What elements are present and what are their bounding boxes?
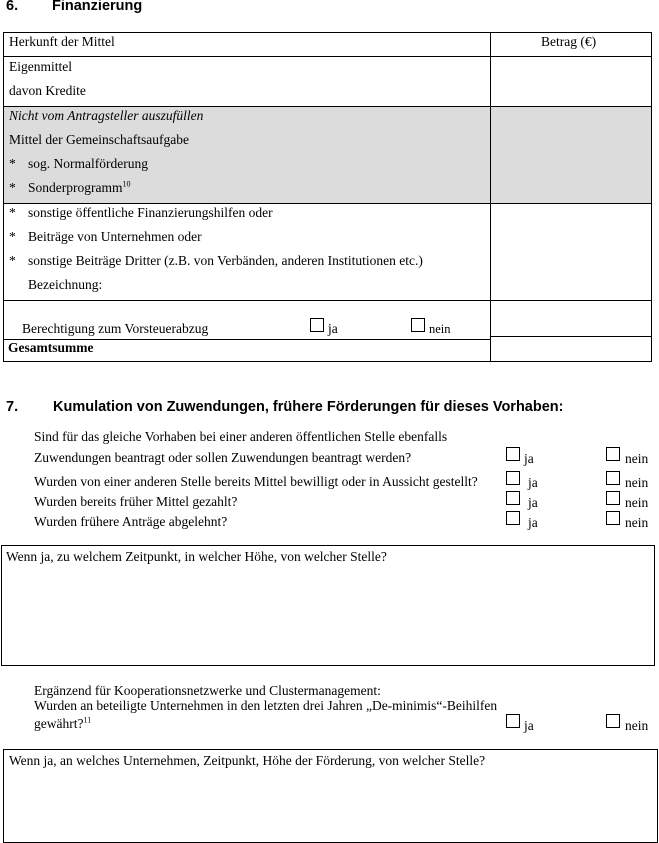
supplement-line3: gewährt?$^{11}$: [34, 715, 92, 731]
question-1-line2: Zuwendungen beantragt oder sollen Zuwendungen beantragt werden?: [34, 450, 412, 465]
special-program-label: Sonderprogramm$^{10}$: [28, 179, 131, 195]
loans-label: davon Kredite: [9, 83, 86, 98]
bullet: *: [9, 205, 16, 220]
total-label: Gesamtsumme: [8, 340, 94, 355]
deminimis-no-checkbox[interactable]: [606, 714, 620, 728]
shaded-area-right: [491, 107, 651, 203]
section-7-title: Kumulation von Zuwendungen, frühere Förderungen für dieses Vorhaben:: [53, 399, 564, 415]
details2-label: Wenn ja, an welches Unternehmen, Zeitpunkt, Höhe der Förderung, von welcher Stelle?: [9, 753, 486, 768]
deminimis-no-label: nein: [625, 718, 649, 733]
input-tax-no-label: nein: [429, 322, 451, 336]
q1-yes-checkbox[interactable]: [506, 447, 520, 461]
input-tax-yes-checkbox[interactable]: [310, 318, 324, 332]
q2-no-checkbox[interactable]: [606, 471, 620, 485]
bullet: *: [9, 229, 16, 244]
input-tax-amount-cell[interactable]: [491, 301, 651, 336]
designation-label: Bezeichnung:: [28, 277, 103, 292]
details-textbox[interactable]: [1, 545, 655, 666]
input-tax-label: Berechtigung zum Vorsteuerabzug: [22, 321, 209, 336]
q2-no-label: nein: [625, 475, 649, 490]
section-6-title: Finanzierung: [52, 0, 143, 14]
other-public-label: sonstige öffentliche Finanzierungshilfen oder: [28, 205, 273, 220]
bullet: *: [9, 156, 16, 171]
input-tax-yes-label: ja: [328, 321, 338, 336]
total-amount-cell[interactable]: [491, 337, 651, 361]
section-6-number: 6.: [6, 0, 19, 14]
q3-yes-checkbox[interactable]: [506, 491, 520, 505]
details2-textbox[interactable]: [3, 749, 658, 843]
not-to-fill-note: Nicht vom Antragsteller auszufüllen: [9, 108, 204, 123]
q1-yes-label: ja: [524, 451, 534, 466]
own-funds-label: Eigenmittel: [9, 59, 72, 74]
q3-no-label: nein: [625, 495, 649, 510]
q3-yes-label: ja: [528, 495, 538, 510]
details-label: Wenn ja, zu welchem Zeitpunkt, in welcher Höhe, von welcher Stelle?: [6, 549, 387, 564]
q4-no-checkbox[interactable]: [606, 511, 620, 525]
supplement-line1: Ergänzend für Kooperationsnetzwerke und Clustermanagement:: [34, 683, 381, 698]
q1-no-checkbox[interactable]: [606, 447, 620, 461]
q3-no-checkbox[interactable]: [606, 491, 620, 505]
q2-yes-checkbox[interactable]: [506, 471, 520, 485]
q1-no-label: nein: [625, 451, 649, 466]
question-3: Wurden bereits früher Mittel gezahlt?: [34, 494, 238, 509]
q2-yes-label: ja: [528, 475, 538, 490]
header-amount: Betrag (€): [541, 34, 597, 49]
header-source: Herkunft der Mittel: [9, 34, 115, 49]
other-sources-amount-cell[interactable]: [491, 204, 651, 300]
section-7-number: 7.: [6, 399, 19, 415]
bullet: *: [9, 180, 16, 195]
deminimis-yes-label: ja: [524, 718, 534, 733]
q4-yes-label: ja: [528, 515, 538, 530]
footnote-ref-10: 10: [122, 179, 131, 189]
question-4: Wurden frühere Anträge abgelehnt?: [34, 514, 228, 529]
deminimis-yes-checkbox[interactable]: [506, 714, 520, 728]
question-2: Wurden von einer anderen Stelle bereits Mittel bewilligt oder in Aussicht gestellt?: [34, 474, 478, 489]
q4-yes-checkbox[interactable]: [506, 511, 520, 525]
question-1-line1: Sind für das gleiche Vorhaben bei einer anderen öffentlichen Stelle ebenfalls: [34, 429, 448, 444]
bullet: *: [9, 253, 16, 268]
third-party-label: sonstige Beiträge Dritter (z.B. von Verbänden, anderen Institutionen etc.): [28, 253, 423, 268]
company-contrib-label: Beiträge von Unternehmen oder: [28, 229, 202, 244]
q4-no-label: nein: [625, 515, 649, 530]
joint-task-label: Mittel der Gemeinschaftsaufgabe: [9, 132, 189, 147]
footnote-ref-11: 11: [83, 715, 92, 725]
own-funds-amount-cell[interactable]: [491, 57, 651, 106]
normal-funding-label: sog. Normalförderung: [28, 156, 148, 171]
input-tax-no-checkbox[interactable]: [411, 318, 425, 332]
supplement-line2: Wurden an beteiligte Unternehmen in den letzten drei Jahren „De-minimis“-Beihilfen: [34, 698, 498, 713]
